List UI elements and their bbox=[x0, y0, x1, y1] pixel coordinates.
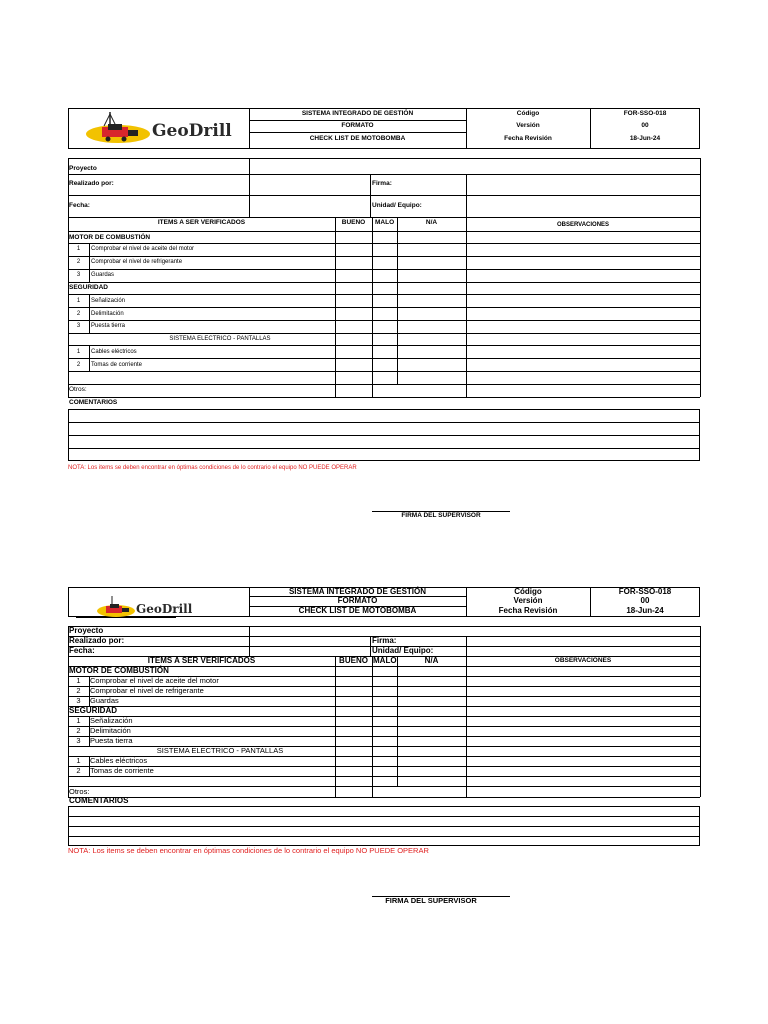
item-label: Delimitación bbox=[90, 726, 131, 735]
format-label: FORMATO bbox=[337, 596, 378, 605]
nota-text: NOTA: Los items se deben encontrar en óptimas condiciones de lo contrario el equipo NO PUEDE OPERAR bbox=[68, 465, 357, 471]
form-title: CHECK LIST DE MOTOBOMBA bbox=[309, 135, 406, 142]
format-label: FORMATO bbox=[341, 122, 374, 129]
item-label: Señalización bbox=[90, 716, 133, 725]
firma-label: Firma: bbox=[372, 636, 397, 645]
item-num: 2 bbox=[76, 362, 81, 368]
codigo-value: FOR-SSO-018 bbox=[623, 110, 667, 117]
item-num: 1 bbox=[76, 716, 81, 725]
fecha-revision-label: Fecha Revisión bbox=[498, 606, 558, 615]
item-label: Cables eléctricos bbox=[90, 756, 148, 765]
item-label: Delimitación bbox=[91, 311, 124, 317]
comentarios-label: COMENTARIOS bbox=[69, 796, 129, 805]
bueno-header: BUENO bbox=[339, 656, 368, 665]
item-label: Cables eléctricos bbox=[91, 349, 137, 355]
item-label: Guardas bbox=[90, 696, 119, 705]
item-num: 2 bbox=[76, 311, 81, 317]
fecha-label: Fecha: bbox=[69, 202, 90, 209]
company-logo bbox=[84, 112, 244, 146]
version-value: 00 bbox=[640, 596, 650, 605]
section-electrico: SISTEMA ELECTRICO - PANTALLAS bbox=[169, 336, 271, 342]
item-label: Puesta tierra bbox=[91, 323, 126, 329]
comentarios-label: COMENTARIOS bbox=[69, 399, 118, 406]
fecha-value: 18-Jun-24 bbox=[629, 135, 661, 142]
version-label: Versión bbox=[513, 596, 543, 605]
section-motor: MOTOR DE COMBUSTIÓN bbox=[69, 234, 151, 241]
fecha-value: 18-Jun-24 bbox=[626, 606, 664, 615]
item-label: Puesta tierra bbox=[90, 736, 133, 745]
item-num: 1 bbox=[76, 349, 81, 355]
bueno-header: BUENO bbox=[341, 219, 366, 226]
na-header: N/A bbox=[425, 219, 438, 226]
version-label: Versión bbox=[516, 122, 540, 129]
item-num: 2 bbox=[76, 259, 81, 265]
otros-label: Otros: bbox=[69, 386, 87, 393]
realizado-label: Realizado por: bbox=[69, 180, 114, 187]
item-label: Comprobar el nivel de refrigerante bbox=[91, 259, 183, 265]
item-label: Guardas bbox=[91, 272, 115, 278]
items-header: ITEMS A SER VERIFICADOS bbox=[157, 219, 246, 226]
system-label: SISTEMA INTEGRADO DE GESTIÓN bbox=[288, 587, 427, 596]
section-electrico: SISTEMA ELECTRICO - PANTALLAS bbox=[156, 746, 284, 755]
company-name: GeoDrill bbox=[152, 121, 232, 141]
item-num: 1 bbox=[76, 298, 81, 304]
item-label: Comprobar el nivel de aceite del motor bbox=[91, 246, 195, 252]
item-num: 2 bbox=[76, 766, 81, 775]
company-name: GeoDrill bbox=[136, 602, 193, 616]
items-header: ITEMS A SER VERIFICADOS bbox=[147, 656, 256, 665]
fecha-label: Fecha: bbox=[69, 646, 95, 655]
unidad-label: Unidad/ Equipo: bbox=[372, 646, 434, 655]
system-label: SISTEMA INTEGRADO DE GESTIÓN bbox=[301, 110, 414, 117]
item-num: 1 bbox=[76, 676, 81, 685]
malo-header: MALO bbox=[375, 219, 395, 226]
form-title: CHECK LIST DE MOTOBOMBA bbox=[298, 606, 417, 615]
item-label: Tomas de corriente bbox=[91, 362, 143, 368]
item-num: 2 bbox=[76, 726, 81, 735]
item-num: 2 bbox=[76, 686, 81, 695]
section-motor: MOTOR DE COMBUSTIÓN bbox=[69, 666, 169, 675]
firma-supervisor: FIRMA DEL SUPERVISOR bbox=[385, 896, 477, 905]
item-label: Señalización bbox=[91, 298, 126, 304]
realizado-label: Realizado por: bbox=[69, 636, 125, 645]
oil-rig-icon bbox=[96, 596, 136, 618]
codigo-value: FOR-SSO-018 bbox=[618, 587, 672, 596]
firma-supervisor: FIRMA DEL SUPERVISOR bbox=[401, 512, 481, 519]
company-logo bbox=[96, 596, 246, 618]
malo-header: MALO bbox=[373, 656, 397, 665]
observaciones-header: OBSERVACIONES bbox=[556, 222, 610, 228]
item-num: 1 bbox=[76, 246, 81, 252]
item-label: Comprobar el nivel de refrigerante bbox=[90, 686, 204, 695]
item-label: Comprobar el nivel de aceite del motor bbox=[90, 676, 219, 685]
na-header: N/A bbox=[424, 656, 439, 665]
fecha-revision-label: Fecha Revisión bbox=[504, 135, 552, 142]
section-seguridad: SEGURIDAD bbox=[69, 706, 118, 715]
oil-rig-icon bbox=[84, 112, 154, 146]
codigo-label: Código bbox=[516, 110, 540, 117]
codigo-label: Código bbox=[514, 587, 542, 596]
item-num: 3 bbox=[76, 323, 81, 329]
item-num: 3 bbox=[76, 736, 81, 745]
firma-label: Firma: bbox=[372, 180, 392, 187]
otros-label: Otros: bbox=[69, 787, 90, 796]
proyecto-label: Proyecto bbox=[69, 165, 97, 172]
proyecto-label: Proyecto bbox=[69, 626, 104, 635]
item-num: 3 bbox=[76, 696, 81, 705]
version-value: 00 bbox=[641, 122, 649, 129]
observaciones-header: OBSERVACIONES bbox=[554, 657, 612, 664]
item-label: Tomas de corriente bbox=[90, 766, 154, 775]
item-num: 3 bbox=[76, 272, 81, 278]
item-num: 1 bbox=[76, 756, 81, 765]
section-seguridad: SEGURIDAD bbox=[69, 284, 109, 291]
nota-text: NOTA: Los items se deben encontrar en óptimas condiciones de lo contrario el equipo NO PUEDE OPERAR bbox=[68, 846, 429, 855]
unidad-label: Unidad/ Equipo: bbox=[372, 202, 422, 209]
